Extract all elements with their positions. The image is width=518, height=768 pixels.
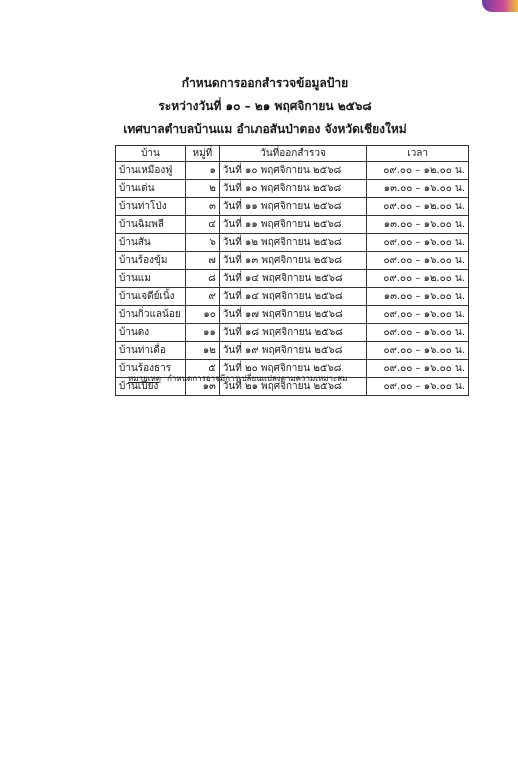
- date-cell: วันที่ ๑๒ พฤศจิกายน ๒๕๖๘: [219, 234, 367, 252]
- moo-cell: ๑๑: [185, 324, 219, 342]
- date-cell: วันที่ ๑๑ พฤศจิกายน ๒๕๖๘: [219, 216, 367, 234]
- table-row: [116, 252, 469, 270]
- village-cell: บ้านร้องธาร: [116, 360, 186, 378]
- date-cell: วันที่ ๒๑ พฤศจิกายน ๒๕๖๘: [219, 378, 367, 396]
- moo-cell: ๓: [185, 198, 219, 216]
- header-village: บ้าน: [116, 146, 186, 162]
- title-line: เทศบาลตำบลบ้านแม อำเภอสันป่าตอง จังหวัดเชียงใหม่: [123, 122, 407, 136]
- time-cell: ๑๓.๐๐ – ๑๖.๐๐ น.: [367, 288, 469, 306]
- footnote: [128, 372, 347, 385]
- date-cell: วันที่ ๑๓ พฤศจิกายน ๒๕๖๘: [219, 252, 367, 270]
- document-title: [100, 72, 430, 141]
- header-moo: หมู่ที่: [185, 146, 219, 162]
- moo-cell: ๑: [185, 162, 219, 180]
- note-label: หมายเหตุ: [128, 374, 161, 383]
- moo-cell: ๑๓: [185, 378, 219, 396]
- moo-cell: ๑๐: [185, 306, 219, 324]
- time-cell: ๐๙.๐๐ – ๑๖.๐๐ น.: [367, 342, 469, 360]
- table-row: [116, 162, 469, 180]
- table-row: [116, 306, 469, 324]
- time-cell: ๑๓.๐๐ – ๑๖.๐๐ น.: [367, 216, 469, 234]
- village-cell: บ้านท่าเดื่อ: [116, 342, 186, 360]
- date-cell: วันที่ ๑๔ พฤศจิกายน ๒๕๖๘: [219, 288, 367, 306]
- table-row: [116, 324, 469, 342]
- village-cell: บ้านสัน: [116, 234, 186, 252]
- moo-cell: ๘: [185, 270, 219, 288]
- moo-cell: ๖: [185, 234, 219, 252]
- date-cell: วันที่ ๑๘ พฤศจิกายน ๒๕๖๘: [219, 324, 367, 342]
- village-cell: บ้านท่าโป่ง: [116, 198, 186, 216]
- moo-cell: ๔: [185, 216, 219, 234]
- decorative-corner: [482, 0, 518, 12]
- top-banner: [0, 0, 518, 14]
- moo-cell: ๗: [185, 252, 219, 270]
- time-cell: ๐๙.๐๐ – ๑๖.๐๐ น.: [367, 234, 469, 252]
- date-cell: วันที่ ๑๐ พฤศจิกายน ๒๕๖๘: [219, 162, 367, 180]
- time-cell: ๑๓.๐๐ – ๑๖.๐๐ น.: [367, 180, 469, 198]
- village-cell: บ้านเหมืองฟู่: [116, 162, 186, 180]
- date-cell: วันที่ ๒๐ พฤศจิกายน ๒๕๖๘: [219, 360, 367, 378]
- time-cell: ๐๙.๐๐ – ๑๖.๐๐ น.: [367, 324, 469, 342]
- moo-cell: ๕: [185, 360, 219, 378]
- table-row: [116, 234, 469, 252]
- title-line: ระหว่างวันที่ ๑๐ – ๒๑ พฤศจิกายน ๒๕๖๘: [158, 99, 372, 113]
- village-cell: บ้านร้องขุ้ม: [116, 252, 186, 270]
- table-header-row: [116, 146, 469, 162]
- time-cell: ๐๙.๐๐ – ๑๒.๐๐ น.: [367, 270, 469, 288]
- time-cell: ๐๙.๐๐ – ๑๖.๐๐ น.: [367, 378, 469, 396]
- time-cell: ๐๙.๐๐ – ๑๖.๐๐ น.: [367, 306, 469, 324]
- village-cell: บ้านกิ่วแลน้อย: [116, 306, 186, 324]
- village-cell: บ้านฉิมพลี: [116, 216, 186, 234]
- title-line: กำหนดการออกสำรวจข้อมูลป้าย: [181, 76, 349, 90]
- table-row: [116, 288, 469, 306]
- village-cell: บ้านเปียง: [116, 378, 186, 396]
- time-cell: ๐๙.๐๐ – ๑๖.๐๐ น.: [367, 360, 469, 378]
- table-row: [116, 216, 469, 234]
- moo-cell: ๙: [185, 288, 219, 306]
- date-cell: วันที่ ๑๙ พฤศจิกายน ๒๕๖๘: [219, 342, 367, 360]
- table-row: [116, 198, 469, 216]
- header-date: วันที่ออกสำรวจ: [219, 146, 367, 162]
- date-cell: วันที่ ๑๑ พฤศจิกายน ๒๕๖๘: [219, 198, 367, 216]
- header-time: เวลา: [367, 146, 469, 162]
- date-cell: วันที่ ๑๔ พฤศจิกายน ๒๕๖๘: [219, 270, 367, 288]
- time-cell: ๐๙.๐๐ – ๑๒.๐๐ น.: [367, 198, 469, 216]
- moo-cell: ๒: [185, 180, 219, 198]
- village-cell: บ้านดง: [116, 324, 186, 342]
- village-cell: บ้านแม: [116, 270, 186, 288]
- note-text: กำหนดการอาจมีการเปลี่ยนแปลงตามความเหมาะสม: [166, 374, 348, 383]
- date-cell: วันที่ ๑๗ พฤศจิกายน ๒๕๖๘: [219, 306, 367, 324]
- time-cell: ๐๙.๐๐ – ๑๒.๐๐ น.: [367, 162, 469, 180]
- table-row: [116, 342, 469, 360]
- table-row: [116, 180, 469, 198]
- time-cell: ๐๙.๐๐ – ๑๖.๐๐ น.: [367, 252, 469, 270]
- moo-cell: ๑๒: [185, 342, 219, 360]
- table-row: [116, 270, 469, 288]
- date-cell: วันที่ ๑๐ พฤศจิกายน ๒๕๖๘: [219, 180, 367, 198]
- village-cell: บ้านเจดีย์เนิ้ง: [116, 288, 186, 306]
- survey-schedule-table: [115, 145, 469, 396]
- village-cell: บ้านเด่น: [116, 180, 186, 198]
